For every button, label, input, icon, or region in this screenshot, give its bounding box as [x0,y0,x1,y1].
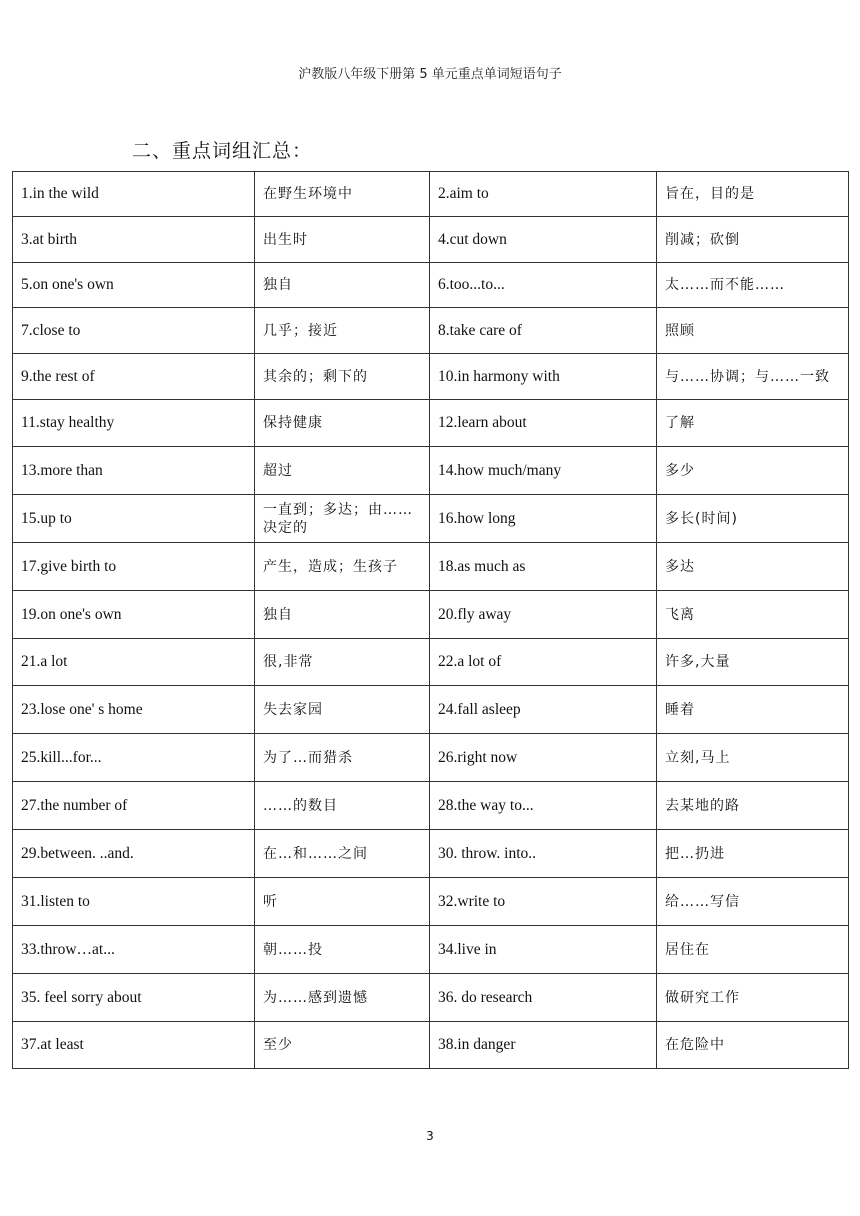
phrase-english: 13.more than [13,447,255,495]
phrase-english: 9.the rest of [13,354,255,400]
phrase-english: 11.stay healthy [13,400,255,447]
phrase-chinese: 产生，造成；生孩子 [255,543,430,591]
phrase-chinese: 为了…而猎杀 [255,734,430,782]
page-header: 沪教版八年级下册第 5 单元重点单词短语句子 [298,67,562,82]
table-row [13,308,849,354]
phrase-chinese: 其余的；剩下的 [255,354,430,400]
phrase-chinese: 几乎；接近 [255,308,430,354]
phrase-english: 37.at least [13,1022,255,1069]
phrase-english: 36. do research [430,974,657,1022]
phrase-english: 26.right now [430,734,657,782]
phrase-english: 21.a lot [13,639,255,686]
phrase-english: 38.in danger [430,1022,657,1069]
phrase-english: 18.as much as [430,543,657,591]
phrase-english: 12.learn about [430,400,657,447]
phrase-english: 16.how long [430,495,657,543]
phrase-chinese: 在危险中 [657,1022,849,1069]
phrase-english: 23.lose one' s home [13,686,255,734]
phrase-chinese: 出生时 [255,217,430,263]
phrase-english: 22.a lot of [430,639,657,686]
phrase-english: 10.in harmony with [430,354,657,400]
phrase-chinese: 多少 [657,447,849,495]
phrase-english: 35. feel sorry about [13,974,255,1022]
phrase-english: 3.at birth [13,217,255,263]
table-row [13,447,849,495]
table-row [13,591,849,639]
phrase-chinese: 听 [255,878,430,926]
phrase-chinese: 旨在，目的是 [657,172,849,217]
phrase-chinese: 飞离 [657,591,849,639]
phrase-english: 1.in the wild [13,172,255,217]
phrase-chinese: 独自 [255,591,430,639]
phrase-chinese: 保持健康 [255,400,430,447]
phrase-english: 24.fall asleep [430,686,657,734]
phrase-chinese: 独自 [255,263,430,308]
phrase-english: 5.on one's own [13,263,255,308]
phrase-english: 29.between. ..and. [13,830,255,878]
phrase-chinese: 在…和……之间 [255,830,430,878]
table-row [13,217,849,263]
phrase-chinese: ……的数目 [255,782,430,830]
phrase-english: 27.the number of [13,782,255,830]
phrase-english: 32.write to [430,878,657,926]
phrase-english: 28.the way to... [430,782,657,830]
table-row [13,172,849,217]
phrase-chinese: 许多,大量 [657,639,849,686]
phrase-chinese: 立刻,马上 [657,734,849,782]
table-row [13,782,849,830]
phrase-chinese: 超过 [255,447,430,495]
phrase-english: 7.close to [13,308,255,354]
phrase-chinese: 居住在 [657,926,849,974]
phrase-chinese: 在野生环境中 [255,172,430,217]
phrase-chinese: 与……协调；与……一致 [657,354,849,400]
phrase-chinese: 朝……投 [255,926,430,974]
phrase-english: 25.kill...for... [13,734,255,782]
phrase-chinese: 削减；砍倒 [657,217,849,263]
phrase-english: 34.live in [430,926,657,974]
phrase-english: 6.too...to... [430,263,657,308]
phrase-chinese: 给……写信 [657,878,849,926]
table-row [13,543,849,591]
phrase-chinese: 把…扔进 [657,830,849,878]
page-number: 3 [426,1129,434,1143]
phrase-chinese: 为……感到遗憾 [255,974,430,1022]
table-row [13,926,849,974]
phrase-chinese: 做研究工作 [657,974,849,1022]
table-row [13,639,849,686]
phrase-chinese: 太……而不能…… [657,263,849,308]
phrase-english: 2.aim to [430,172,657,217]
phrase-chinese: 去某地的路 [657,782,849,830]
phrase-table [12,171,849,1069]
table-row [13,734,849,782]
phrase-table-body [13,172,849,1069]
table-row [13,878,849,926]
table-row [13,1022,849,1069]
phrase-chinese: 多长(时间) [657,495,849,543]
table-row [13,974,849,1022]
phrase-chinese: 很,非常 [255,639,430,686]
phrase-english: 20.fly away [430,591,657,639]
phrase-english: 19.on one's own [13,591,255,639]
phrase-english: 31.listen to [13,878,255,926]
table-row [13,495,849,543]
table-row [13,830,849,878]
phrase-english: 15.up to [13,495,255,543]
phrase-english: 4.cut down [430,217,657,263]
table-row [13,686,849,734]
phrase-chinese: 多达 [657,543,849,591]
phrase-english: 8.take care of [430,308,657,354]
phrase-chinese: 至少 [255,1022,430,1069]
table-row [13,263,849,308]
table-row [13,354,849,400]
phrase-chinese: 失去家园 [255,686,430,734]
table-row [13,400,849,447]
phrase-english: 33.throw…at... [13,926,255,974]
phrase-english: 30. throw. into.. [430,830,657,878]
phrase-english: 17.give birth to [13,543,255,591]
section-title: 二、重点词组汇总： [132,140,313,162]
phrase-chinese: 照顾 [657,308,849,354]
phrase-english: 14.how much/many [430,447,657,495]
phrase-chinese: 睡着 [657,686,849,734]
phrase-chinese: 了解 [657,400,849,447]
phrase-chinese: 一直到；多达；由……决定的 [255,495,430,543]
